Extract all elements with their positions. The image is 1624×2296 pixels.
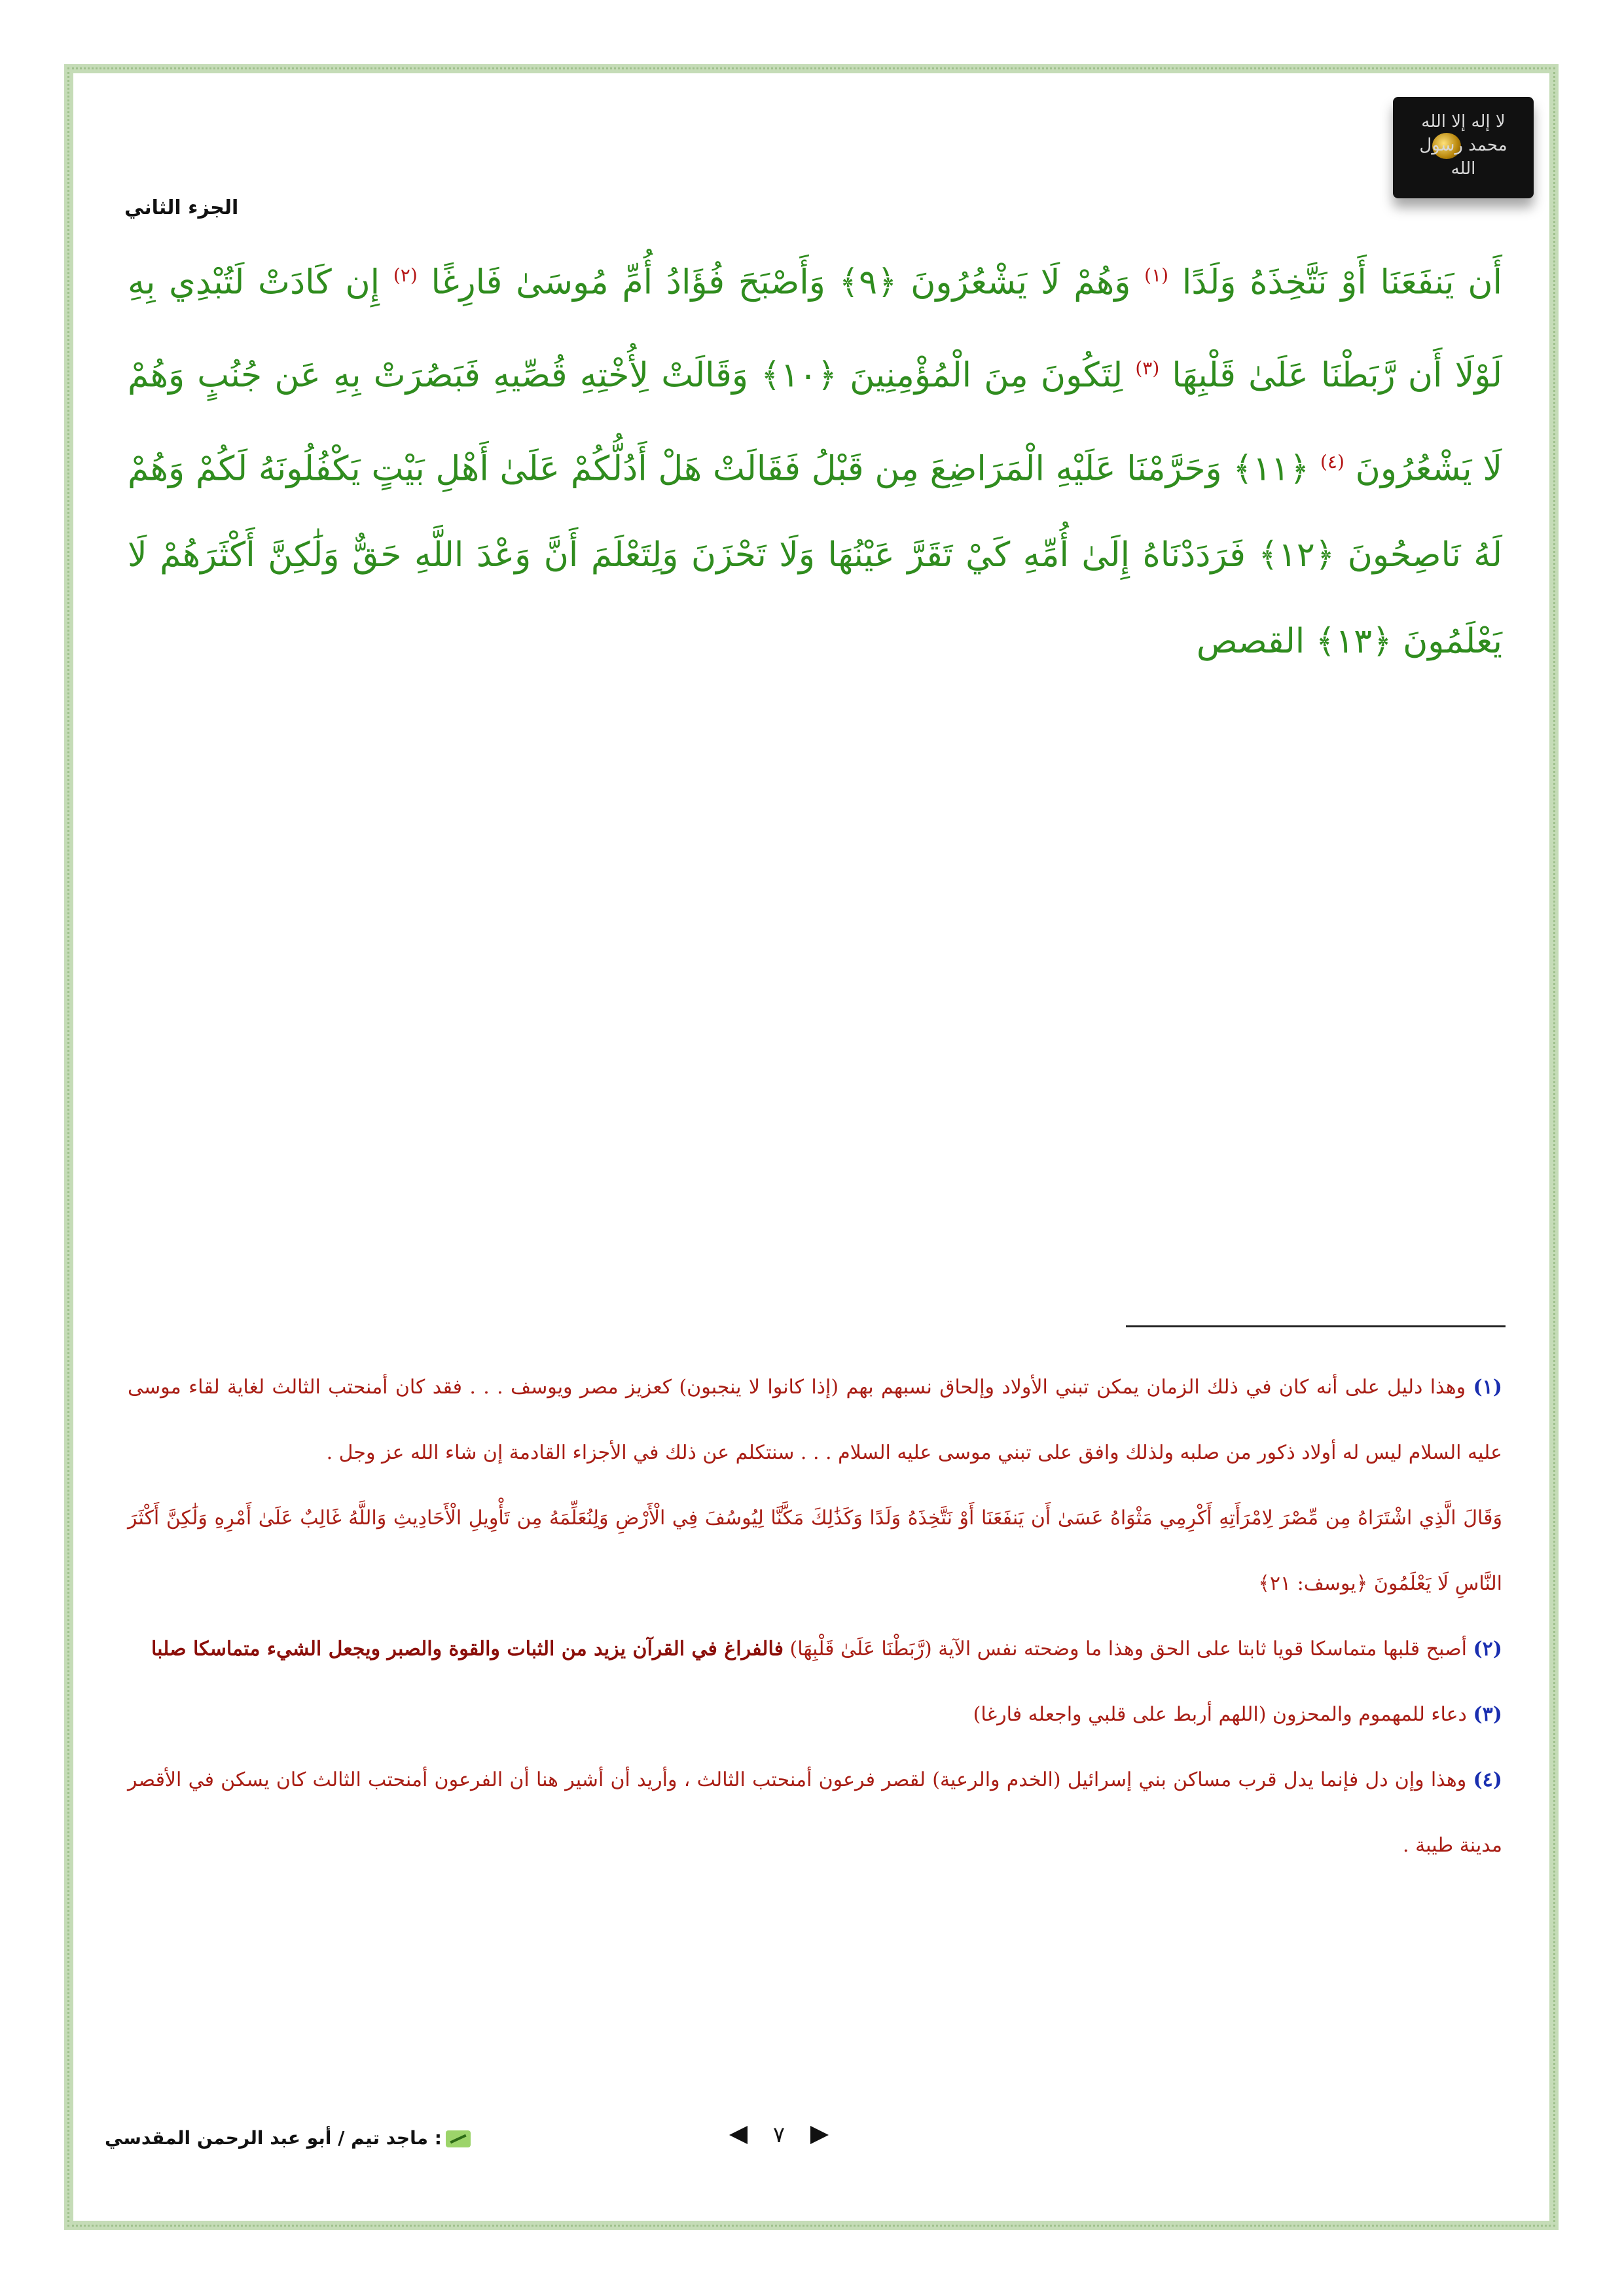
footnote-text: وهذا وإن دل فإنما يدل قرب مساكن بني إسرائيل (الخدم والرعية) لقصر فرعون أمنحتب الثالث ، وأريد أن أشير هنا أن الفرعون أمنحتب الثالث كان يسكن في الأقصر مدينة طيبة .: [128, 1768, 1502, 1857]
logo-text: لا إله إلا الله محمد رسول الله: [1419, 112, 1507, 179]
page-footer: [105, 2121, 1512, 2160]
footnote-text: دعاء للمهموم والمحزون (اللهم أربط على قلبي واجعله فارغا): [973, 1703, 1467, 1726]
footnote-2: [128, 1617, 1502, 1682]
footnote-ref[interactable]: (٣): [1135, 357, 1160, 380]
part-label: الجزء الثاني: [124, 196, 239, 219]
verse-text: وَهُمْ لَا يَشْعُرُونَ ﴿٩﴾ وَأَصْبَحَ فُؤَادُ أُمِّ مُوسَىٰ فَارِغًا: [431, 262, 1131, 302]
logo: [1393, 97, 1534, 198]
next-page-arrow-icon[interactable]: [810, 2126, 829, 2144]
pen-icon: [446, 2130, 471, 2147]
footnote-3: [128, 1682, 1502, 1748]
footnote-number: (٤): [1473, 1768, 1502, 1791]
verse-text: أَن يَنفَعَنَا أَوْ نَتَّخِذَهُ وَلَدًا: [1182, 262, 1502, 302]
footnote-text: أصبح قلبها متماسكا قويا ثابتا على الحق وهذا ما وضحته نفس الآية (رَّبَطْنَا عَلَىٰ قَلْبِهَا): [789, 1638, 1467, 1660]
footnote-number: (١): [1473, 1376, 1502, 1399]
footnotes: [128, 1355, 1502, 1878]
verse-text: ﴿١١﴾ وَحَرَّمْنَا عَلَيْهِ الْمَرَاضِعَ مِن قَبْلُ فَقَالَتْ هَلْ أَدُلُّكُمْ عَلَىٰ أَهْلِ بَيْتٍ يَكْفُلُونَهُ لَكُمْ وَهُمْ لَهُ نَاصِحُونَ ﴿١٢﴾ فَرَدَدْنَاهُ إِلَىٰ أُمِّهِ كَيْ تَقَرَّ عَيْنُهَا وَلَا تَحْزَنَ وَلِتَعْلَمَ أَنَّ وَعْدَ اللَّهِ حَقٌّ وَلَٰكِنَّ أَكْثَرَهُمْ لَا يَعْلَمُونَ ﴿١٣﴾ القصص: [128, 448, 1502, 661]
footnote-ref[interactable]: (٢): [393, 264, 418, 286]
quran-verses: [128, 232, 1502, 685]
footnote-1-quote: وَقَالَ الَّذِي اشْتَرَاهُ مِن مِّصْرَ لِامْرَأَتِهِ أَكْرِمِي مَثْوَاهُ عَسَىٰ أَن يَنفَعَنَا أَوْ نَتَّخِذَهُ وَلَدًا وَكَذَٰلِكَ مَكَّنَّا لِيُوسُفَ فِي الْأَرْضِ وَلِنُعَلِّمَهُ مِن تَأْوِيلِ الْأَحَادِيثِ وَاللَّهُ غَالِبٌ عَلَىٰ أَمْرِهِ وَلَٰكِنَّ أَكْثَرَ النَّاسِ لَا يَعْلَمُونَ ﴿يوسف: ٢١﴾: [128, 1507, 1502, 1595]
footnote-ref[interactable]: (١): [1144, 264, 1169, 286]
author-credit: [105, 2127, 471, 2149]
verse-text: لِتَكُونَ مِنَ الْمُؤْمِنِينَ ﴿١٠﴾ وَقَالَتْ لِأُخْتِهِ قُصِّيهِ فَبَصُرَتْ بِهِ عَن جُنُبٍ وَهُمْ لَا يَشْعُرُونَ: [128, 355, 1503, 488]
prev-page-arrow-icon[interactable]: [729, 2126, 748, 2144]
footnote-text: وهذا دليل على أنه كان في ذلك الزمان يمكن تبني الأولاد وإلحاق نسبهم بهم (إذا كانوا لا ينجبون) كعزيز مصر ويوسف . . . فقد كان أمنحتب الثالث لغاية لقاء موسى عليه السلام ليس له أولاد ذكور من صلبه ولذلك وافق على تبني موسى عليه السلام . . . سنتكلم عن ذلك في الأجزاء القادمة إن شاء الله عز وجل .: [128, 1376, 1502, 1464]
author-name: : ماجد تيم / أبو عبد الرحمن المقدسي: [105, 2127, 442, 2149]
footnote-divider: [1126, 1325, 1506, 1327]
footnote-number: (٣): [1473, 1703, 1502, 1726]
footnote-emphasis: فالفراغ في القرآن يزيد من الثبات والقوة والصبر ويجعل الشيء متماسكا صلبا: [151, 1638, 784, 1660]
footnote-ref[interactable]: (٤): [1320, 450, 1344, 473]
page-number: ٧: [772, 2121, 785, 2148]
verse-text: إِن كَادَتْ لَتُبْدِي بِهِ لَوْلَا أَن رَّبَطْنَا عَلَىٰ قَلْبِهَا: [128, 262, 1502, 395]
footnote-number: (٢): [1473, 1638, 1502, 1660]
footnote-1: [128, 1355, 1502, 1486]
footnote-4: [128, 1748, 1502, 1878]
pager: [681, 2121, 877, 2160]
